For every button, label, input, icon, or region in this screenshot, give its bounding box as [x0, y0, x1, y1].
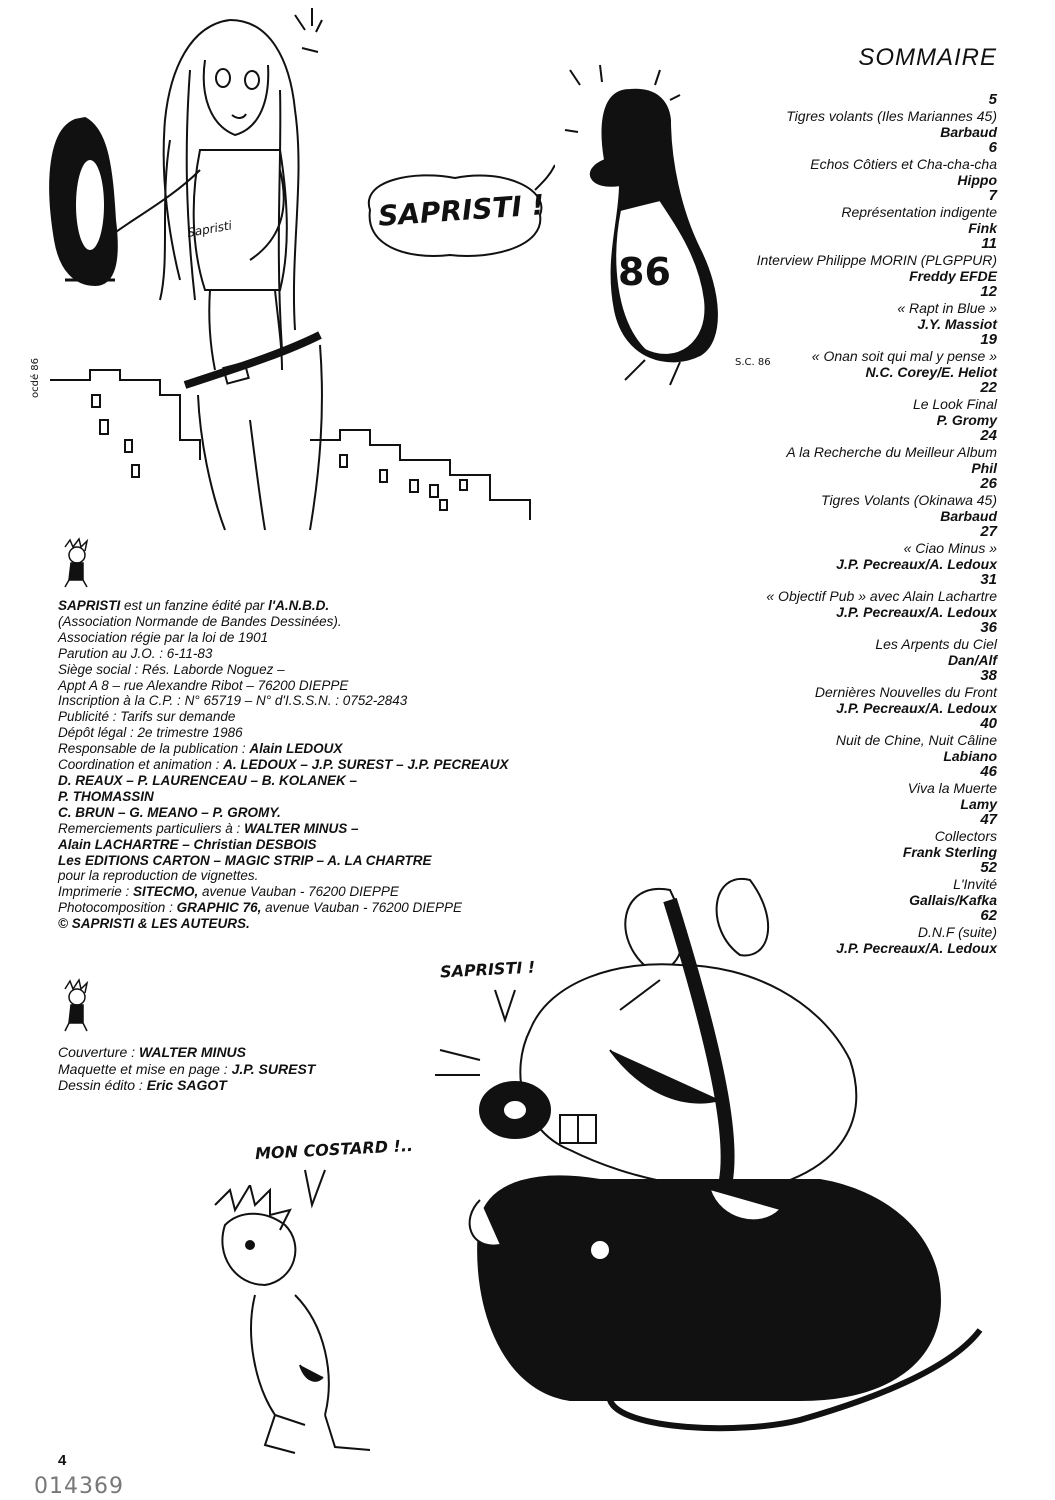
colophon-name: P. THOMASSIN: [58, 788, 154, 804]
sommaire-title: SOMMAIRE: [858, 44, 997, 71]
colophon-name: C. BRUN – G. MEANO – P. GROMY.: [58, 804, 281, 820]
toc-page-number: 6: [988, 139, 997, 156]
toc-entry: [657, 476, 997, 524]
credit-name: WALTER MINUS: [138, 1044, 247, 1060]
toc-entry: [657, 92, 997, 140]
colophon-name: SITECMO,: [133, 884, 199, 900]
colophon-name: Alain LEDOUX: [249, 741, 343, 757]
colophon-line: pour la reproduction de vignettes.: [58, 868, 259, 884]
credit-line: [58, 1044, 458, 1061]
toc-article-title: Interview Philippe MORIN (PLGPPUR): [756, 252, 997, 268]
signature-right: S.C. 86: [735, 357, 771, 368]
toc-author: Barbaud: [940, 508, 997, 524]
toc-article-title: Viva la Muerte: [907, 780, 997, 796]
mascot-small-icon-2: [55, 975, 100, 1035]
mouse-character-illustration: [195, 1185, 425, 1460]
toc-page-number: 26: [980, 475, 997, 492]
colophon-text: est un fanzine édité par: [120, 598, 269, 613]
toc-author: N.C. Corey/E. Heliot: [865, 364, 997, 380]
colophon-label: Responsable de la publication :: [58, 741, 250, 757]
toc-article-title: Echos Côtiers et Cha-cha-cha: [810, 156, 997, 172]
speech-balloon-rat-tail: [490, 985, 520, 1025]
toc-author: Labiano: [943, 748, 997, 764]
archive-number: 014369: [34, 1474, 124, 1499]
toc-entry: [657, 188, 997, 236]
toc-page-number: 19: [980, 331, 997, 348]
credit-label: Couverture :: [58, 1044, 139, 1060]
toc-author: Barbaud: [940, 124, 997, 140]
toc-article-title: Représentation indigente: [841, 204, 997, 220]
sommaire-list: [657, 92, 997, 956]
speech-balloon-mouse-text: MON COSTARD !..: [254, 1135, 414, 1164]
colophon-line: [58, 884, 598, 900]
toc-entry: [657, 668, 997, 716]
toc-article-title: Nuit de Chine, Nuit Câline: [835, 732, 997, 748]
toc-page-number: 31: [980, 571, 997, 588]
toc-article-title: « Objectif Pub » avec Alain Lachartre: [766, 588, 997, 604]
toc-author: Frank Sterling: [902, 844, 997, 860]
colophon-line: [58, 805, 598, 821]
toc-author: Lamy: [960, 796, 997, 812]
toc-entry: [657, 380, 997, 428]
page-number: 4: [58, 1452, 67, 1469]
colophon-line: Appt A 8 – rue Alexandre Ribot – 76200 DIEPPE: [58, 677, 349, 693]
colophon-name: Les EDITIONS CARTON – MAGIC STRIP – A. LA CHARTRE: [58, 852, 432, 868]
toc-page-number: 22: [980, 379, 997, 396]
toc-entry: [657, 428, 997, 476]
toc-article-title: Les Arpents du Ciel: [875, 636, 997, 652]
colophon-line: [58, 598, 598, 614]
toc-article-title: D.N.F (suite): [917, 924, 997, 940]
credit-name: Eric SAGOT: [146, 1077, 227, 1093]
colophon-name: GRAPHIC 76,: [176, 900, 262, 916]
toc-entry: [657, 572, 997, 620]
toc-author: J.P. Pecreaux/A. Ledoux: [836, 604, 997, 620]
colophon-name: A. LEDOUX – J.P. SUREST – J.P. PECREAUX: [223, 757, 509, 773]
toc-entry: [657, 620, 997, 668]
credit-label: Maquette et mise en page :: [58, 1060, 232, 1077]
toc-article-title: Le Look Final: [912, 396, 997, 412]
colophon-name: Alain LACHARTRE – Christian DESBOIS: [58, 836, 317, 852]
toc-page-number: 36: [980, 619, 997, 636]
toc-page-number: 40: [980, 715, 997, 732]
toc-author: J.P. Pecreaux/A. Ledoux: [836, 940, 997, 956]
toc-page-number: 27: [980, 523, 997, 540]
colophon-label: Remerciements particuliers à :: [58, 820, 245, 836]
toc-entry: [657, 524, 997, 572]
toc-author: J.Y. Massiot: [917, 316, 997, 332]
credit-line: [58, 1061, 458, 1078]
toc-article-title: « Ciao Minus »: [903, 540, 997, 556]
toc-author: Fink: [968, 220, 997, 236]
toc-article-title: Dernières Nouvelles du Front: [814, 684, 997, 700]
colophon-line: Dépôt légal : 2e trimestre 1986: [58, 725, 243, 741]
colophon-line: [58, 853, 598, 869]
colophon-line: Publicité : Tarifs sur demande: [58, 709, 236, 725]
colophon-line: Siège social : Rés. Laborde Noguez –: [58, 661, 285, 677]
toc-page-number: 7: [988, 187, 997, 204]
toc-article-title: Tigres Volants (Okinawa 45): [821, 492, 997, 508]
shirt-text: Sapristi: [186, 218, 233, 240]
toc-page-number: 38: [980, 667, 997, 684]
colophon-name: WALTER MINUS –: [244, 820, 359, 836]
toc-author: Freddy EFDE: [909, 268, 997, 284]
colophon-line: [58, 773, 598, 789]
toc-author: Gallais/Kafka: [909, 892, 997, 908]
toc-entry: [657, 140, 997, 188]
toc-page-number: 47: [980, 811, 997, 828]
colophon-label: Imprimerie :: [58, 884, 134, 900]
toc-author: Hippo: [957, 172, 997, 188]
toc-article-title: L'Invité: [953, 876, 997, 892]
colophon-text: avenue Vauban - 76200 DIEPPE: [198, 884, 399, 900]
signature-left: ocdé 86: [30, 357, 41, 398]
colophon-text: avenue Vauban - 76200 DIEPPE: [261, 900, 463, 916]
toc-entry: [657, 908, 997, 956]
toc-entry: [657, 812, 997, 860]
credits: [58, 1044, 458, 1094]
toc-author: J.P. Pecreaux/A. Ledoux: [836, 700, 997, 716]
toc-page-number: 24: [980, 427, 997, 444]
penguin-number: 86: [618, 250, 671, 294]
toc-author: P. Gromy: [936, 412, 997, 428]
copyright-notice: © SAPRISTI & LES AUTEURS.: [58, 916, 250, 932]
mascot-small-icon: [55, 535, 100, 590]
colophon-line: [58, 821, 598, 837]
colophon-line: (Association Normande de Bandes Dessinées).: [58, 613, 342, 629]
toc-page-number: 46: [980, 763, 997, 780]
colophon-label: Photocomposition :: [58, 900, 177, 916]
toc-article-title: « Rapt in Blue »: [897, 300, 997, 316]
colophon-line: [58, 837, 598, 853]
toc-author: J.P. Pecreaux/A. Ledoux: [836, 556, 997, 572]
publisher-name: l'A.N.B.D.: [268, 598, 330, 613]
toc-author: Dan/Alf: [948, 652, 997, 668]
colophon-line: Association régie par la loi de 1901: [58, 629, 269, 645]
credit-name: J.P. SUREST: [231, 1060, 316, 1077]
colophon-line: [58, 916, 598, 932]
colophon-name: D. REAUX – P. LAURENCEAU – B. KOLANEK –: [58, 772, 358, 788]
speech-balloon-rat-text: SAPRISTI !: [439, 957, 536, 982]
colophon-label: Coordination et animation :: [58, 757, 224, 773]
toc-entry: [657, 860, 997, 908]
colophon-line: [58, 757, 598, 773]
colophon-line: Inscription à la C.P. : N° 65719 – N° d'I.S.S.N. : 0752-2843: [58, 693, 408, 709]
toc-page-number: 62: [980, 907, 997, 924]
colophon-line: [58, 900, 598, 916]
toc-page-number: 52: [980, 859, 997, 876]
colophon-line: [58, 741, 598, 757]
toc-page-number: 5: [988, 91, 997, 108]
toc-entry: [657, 236, 997, 284]
toc-entry: [657, 332, 997, 380]
toc-article-title: Tigres volants (Iles Mariannes 45): [786, 108, 997, 124]
credit-line: [58, 1077, 458, 1094]
toc-entry: [657, 716, 997, 764]
fanzine-name: SAPRISTI: [58, 598, 121, 613]
speech-balloon-mouse-tail: [300, 1165, 330, 1210]
colophon-line: [58, 789, 598, 805]
colophon-line: Parution au J.O. : 6-11-83: [58, 645, 213, 661]
toc-author: Phil: [971, 460, 997, 476]
toc-article-title: « Onan soit qui mal y pense »: [811, 348, 997, 364]
toc-entry: [657, 764, 997, 812]
toc-page-number: 12: [980, 283, 997, 300]
speech-balloon-top-text: SAPRISTI !: [377, 188, 546, 233]
toc-page-number: 11: [981, 235, 997, 252]
colophon: [58, 598, 598, 932]
credit-label: Dessin édito :: [58, 1077, 147, 1093]
toc-article-title: Collectors: [934, 828, 997, 844]
toc-article-title: A la Recherche du Meilleur Album: [786, 444, 997, 460]
toc-entry: [657, 284, 997, 332]
